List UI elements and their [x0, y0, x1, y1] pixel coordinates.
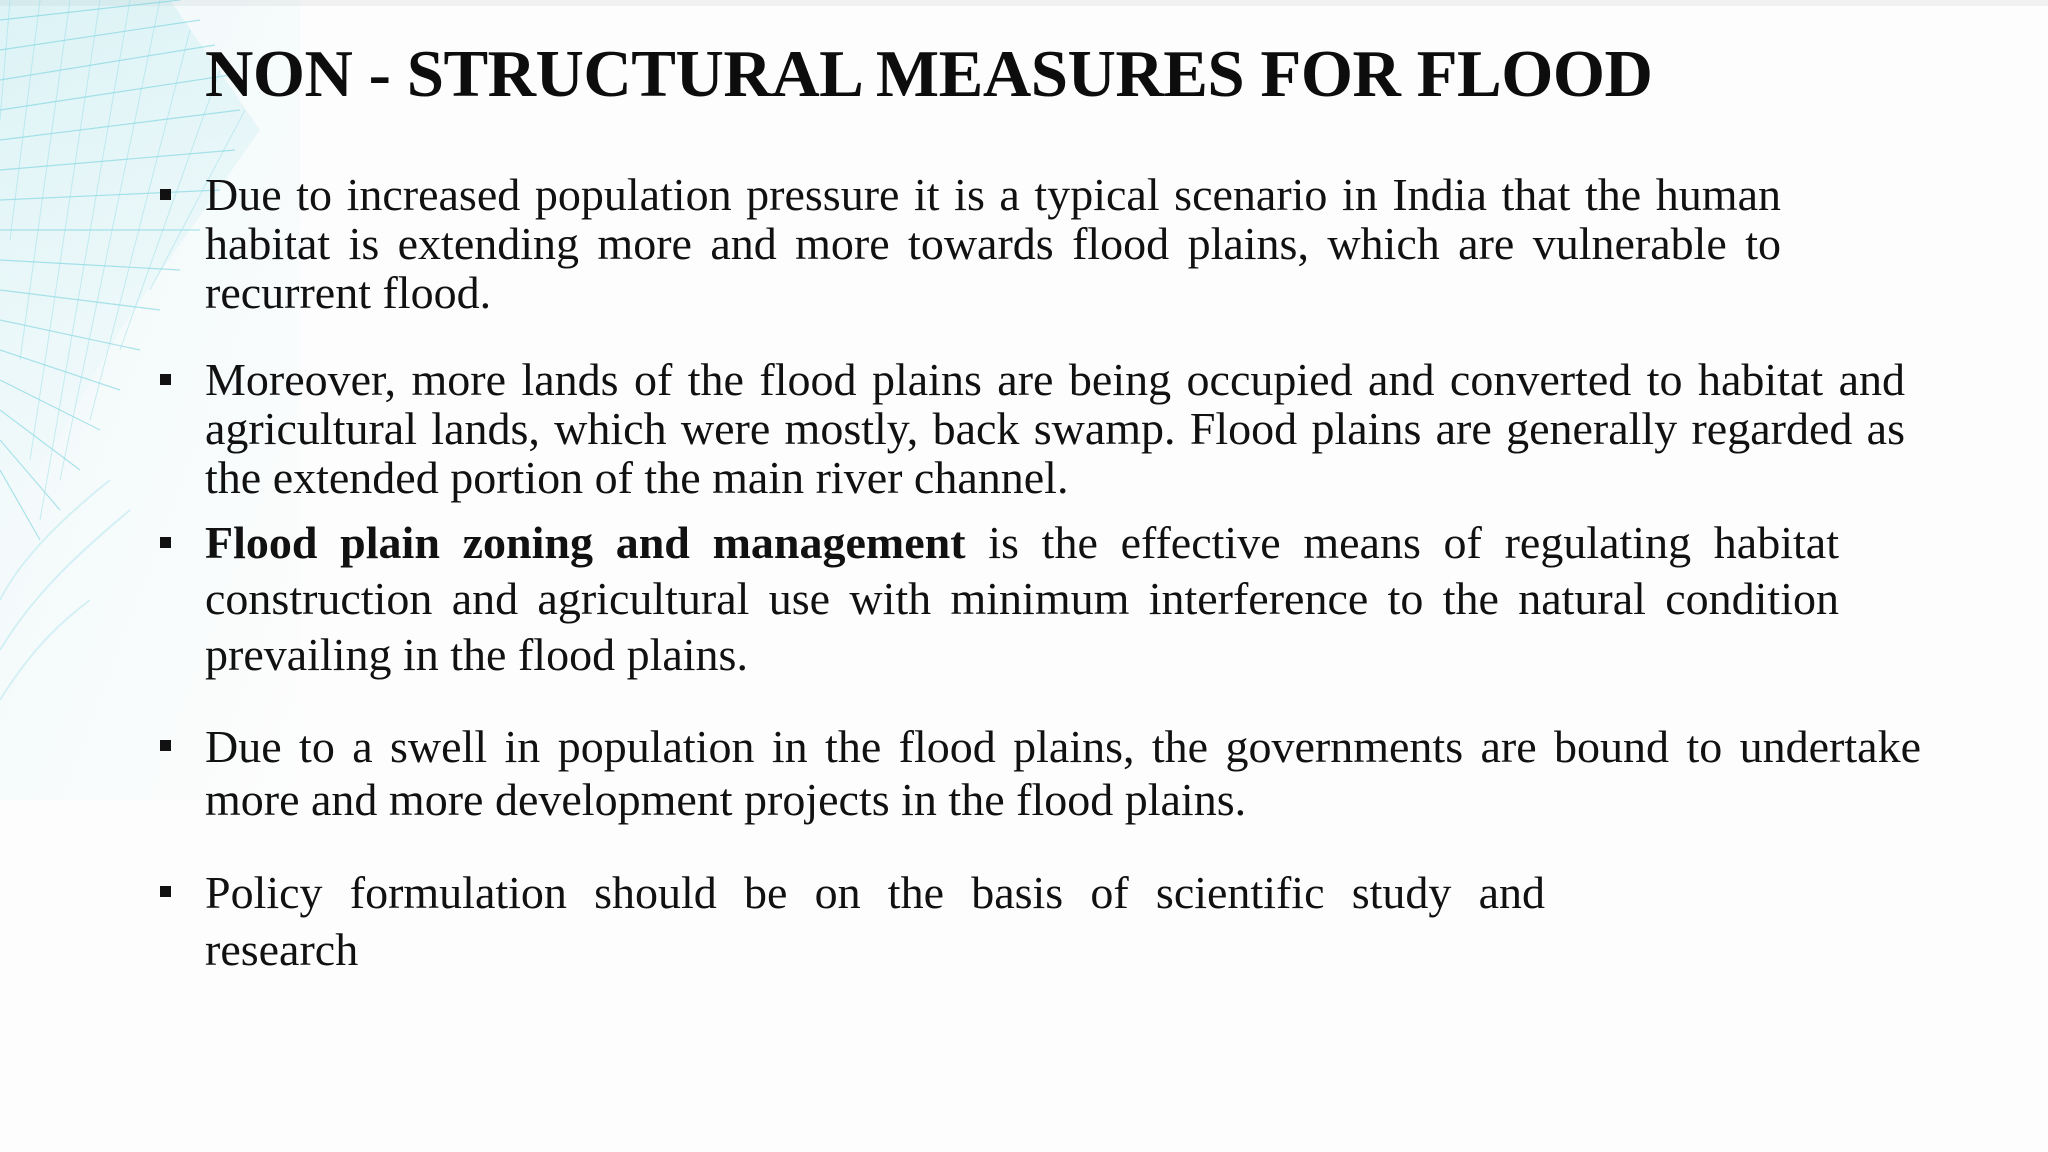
bullet-item — [205, 864, 1545, 978]
bullet-square-icon — [160, 189, 171, 200]
bullet-text: Due to increased population pressure it is a typical scenario in India that the human habitat is extending more and more towards flood plains, which are vulnerable to recurrent flood. — [205, 169, 1781, 318]
bullet-text: Moreover, more lands of the flood plains are being occupied and converted to habitat and agricultural lands, which were mostly, back swamp. Flood plains are generally regarded as the extended portion of the main river channel. — [205, 354, 1905, 503]
top-border — [0, 0, 2048, 6]
bullet-square-icon — [160, 374, 171, 385]
bullet-square-icon — [160, 740, 171, 751]
bullet-square-icon — [160, 886, 171, 897]
bullet-item — [205, 355, 1905, 502]
bullet-item — [205, 170, 1781, 317]
bullet-item — [205, 515, 1839, 683]
slide-title: NON - STRUCTURAL MEASURES FOR FLOOD — [205, 37, 1653, 111]
bullet-text: Policy formulation should be on the basis of scientific study and research — [205, 867, 1545, 975]
bullet-text: Due to a swell in population in the flood plains, the governments are bound to undertake more and more development projects in the flood plains. — [205, 721, 1921, 825]
bullet-square-icon — [160, 537, 171, 548]
bullet-bold-term: Flood plain zoning and management — [205, 517, 966, 568]
bullet-item — [205, 720, 1921, 826]
bullet-text: is the effective means of regulating habitat construction and agricultural use with minimum interference to the natural condition prevailing in the flood plains. — [205, 517, 1839, 680]
